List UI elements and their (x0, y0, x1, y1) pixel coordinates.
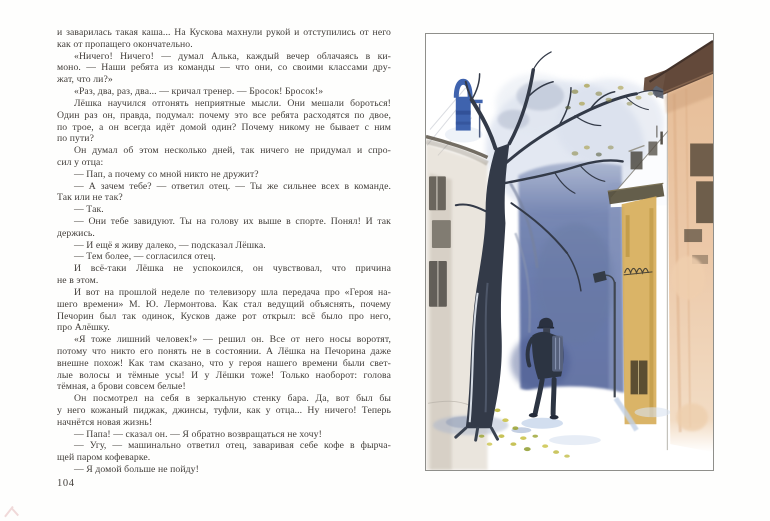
text-line: потому что никто его понять не в состоянии. А Лёшка на Печорина даже (57, 345, 391, 357)
text-line: И всё-таки Лёшка не успокоился, он чувствовал, что причина (74, 263, 391, 275)
text-column (57, 27, 391, 476)
text-line: Один раз он, правда, подумал: почему это все ребята расходятся по двое, (57, 109, 391, 121)
text-line: Лёшка научился отгонять неприятные мысли. Они мешали бороться! (74, 97, 391, 109)
page-number: 104 (57, 478, 75, 489)
text-line: — Пап, а почему со мной никто не дружит? (74, 168, 259, 180)
text-line: — Папа! — сказал он. — Я обратно возвращаться не хочу! (74, 428, 322, 440)
text-line: держись. (57, 227, 95, 239)
text-line: — Тем более, — согласился отец. (74, 251, 216, 263)
text-line: внешне похож! Как там сказано, что у героя нашего времени были свет- (57, 357, 391, 369)
text-line: жат, что ли?» (57, 74, 113, 86)
text-line: «Ничего! Ничего! — думал Алька, каждый вечер облачаясь в ки- (74, 50, 391, 62)
text-line: — Они тебе завидуют. Ты на голову их выше в спорте. Понял! И так (74, 216, 391, 227)
text-line: — И ещё я живу далеко, — подсказал Лёшка. (74, 239, 266, 251)
text-line: Печорин был так одинок, Кусков даже рот открыл: всё было про него, (57, 310, 391, 322)
text-line: тёмная, а брови совсем белые! (57, 381, 186, 393)
text-line: сил у отца: (57, 156, 104, 168)
text-line: «Я тоже лишний человек!» — решил он. Все от него носы воротят, (74, 334, 391, 346)
crop-mark (6, 502, 24, 518)
text-line: И вот на прошлой неделе по телевизору шла передача про «Героя на- (74, 286, 391, 298)
text-line: по трое, а он всегда идёт домой один? Почему никому не бывает с ним (57, 121, 391, 133)
text-line: начнётся новая жизнь! (57, 416, 153, 428)
text-line: Так или не так? (57, 192, 123, 204)
text-line: щей паром кофеварке. (57, 452, 151, 464)
text-line: шего времени» М. Ю. Лермонтова. Как стал ведущий объяснять, почему (57, 298, 391, 310)
text-line: лые волосы и тёмные усы! И у Лёшки тоже! Только наоборот: голова (57, 369, 391, 381)
text-line: не в этом. (57, 275, 99, 287)
text-line: — Я домой больше не пойду! (74, 464, 199, 476)
text-line: по пути? (57, 133, 94, 145)
text-line: — Так. (74, 204, 104, 216)
text-line: у него кожаный пиджак, джинсы, туфли, как у отца... Ну ничего! Теперь (57, 405, 391, 416)
text-line: Он думал об этом несколько дней, так ничего не придумал и спро- (74, 145, 391, 157)
text-line: Он посмотрел на себя в зеркальную стенку бара. Да, вот был бы (74, 393, 391, 405)
text-line: — А зачем тебе? — ответил отец. — Ты же сильнее всех в команде. (74, 180, 391, 192)
text-line: «Раз, два, раз, два... — кричал тренер. — Бросок! Бросок!» (74, 86, 324, 98)
street-scene-illustration (426, 34, 713, 470)
text-line: как от пропащего окончательно. (57, 38, 193, 50)
text-line: и заварилась такая каша... На Кускова махнули рукой и отступились от него (57, 27, 391, 38)
illustration-frame (425, 33, 714, 471)
text-line: моно. — Наши ребята из команды — что они, со своими классами дру- (57, 62, 391, 74)
text-line: про Алёшку. (57, 322, 110, 334)
text-line: — Угу, — машинально ответил отец, заваривая себе кофе в фырча- (74, 440, 391, 452)
